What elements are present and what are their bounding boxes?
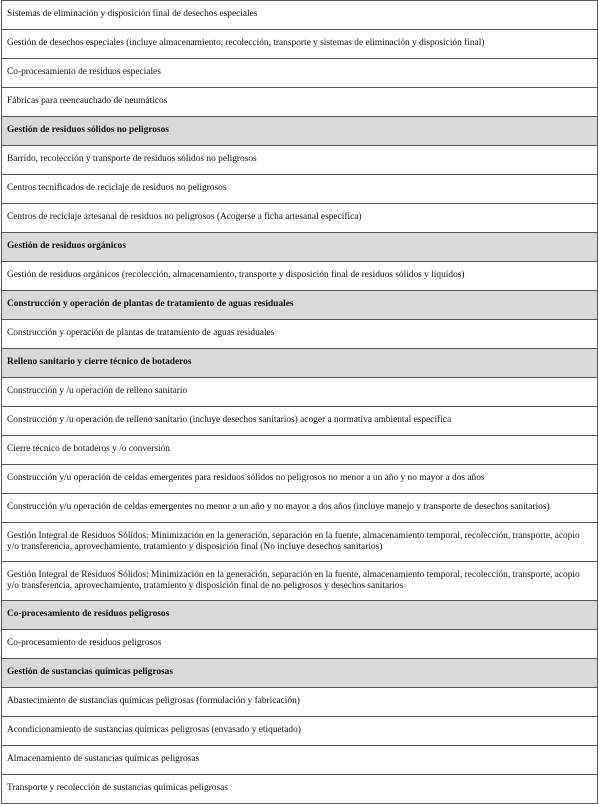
table-row — [2, 523, 598, 562]
activity-cell: Acondicionamiento de sustancias químicas peligrosas (envasado y etiquetado) — [2, 717, 598, 746]
table-row — [2, 775, 598, 804]
activity-cell: Co-procesamiento de residuos peligrosos — [2, 630, 598, 659]
table-row — [2, 717, 598, 746]
activity-cell: Co-procesamiento de residuos especiales — [2, 59, 598, 88]
table-row — [2, 146, 598, 175]
activity-cell: Sistemas de eliminación y disposición final de desechos especiales — [2, 1, 598, 30]
section-header-row — [2, 117, 598, 146]
section-header-row — [2, 233, 598, 262]
table-row — [2, 630, 598, 659]
table-row — [2, 494, 598, 523]
table-row — [2, 465, 598, 494]
table-row — [2, 562, 598, 601]
table-row — [2, 59, 598, 88]
section-header-cell: Relleno sanitario y cierre técnico de botaderos — [2, 349, 598, 378]
activity-cell: Barrido, recolección y transporte de residuos sólidos no peligrosos — [2, 146, 598, 175]
activity-cell: Construcción y/u operación de celdas emergentes no menor a un año y no mayor a dos años (incluye manejo y transporte de desechos sanitarios) — [2, 494, 598, 523]
activity-cell: Gestión Integral de Residuos Sólidos: Minimización en la generación, separación en la fuente, almacenamiento temporal, recolección, transporte, acopio y/o transferencia, aprovechamiento, tratamiento y disposición final de no peligrosos y desechos sanitarios — [2, 562, 598, 601]
activity-cell: Construcción y/u operación de celdas emergentes para residuos sólidos no peligrosos no menor a un año y no mayor a dos años — [2, 465, 598, 494]
activity-cell: Fábricas para reencauchado de neumáticos — [2, 88, 598, 117]
table-row — [2, 30, 598, 59]
section-header-cell: Co-procesamiento de residuos peligrosos — [2, 601, 598, 630]
activity-table-body — [2, 1, 598, 804]
table-row — [2, 746, 598, 775]
activity-cell: Gestión de desechos especiales (incluye almacenamiento, recolección, transporte y sistemas de eliminación y disposición final) — [2, 30, 598, 59]
activity-cell: Abastecimiento de sustancias químicas peligrosas (formulación y fabricación) — [2, 688, 598, 717]
section-header-cell: Construcción y operación de plantas de tratamiento de aguas residuales — [2, 291, 598, 320]
section-header-cell: Gestión de residuos sólidos no peligrosos — [2, 117, 598, 146]
activity-cell: Almacenamiento de sustancias químicas peligrosas — [2, 746, 598, 775]
section-header-cell: Gestión de sustancias químicas peligrosas — [2, 659, 598, 688]
activity-cell: Cierre técnico de botaderos y /o conversión — [2, 436, 598, 465]
activity-cell: Transporte y recolección de sustancias químicas peligrosas — [2, 775, 598, 804]
section-header-row — [2, 349, 598, 378]
activity-cell: Gestión Integral de Residuos Sólidos: Minimización en la generación, separación en la fuente, almacenamiento temporal, recolección, transporte, acopio y/o transferencia, aprovechamiento, tratamiento y disposición final (No incluye desechos sanitarios) — [2, 523, 598, 562]
activity-cell: Construcción y /u operación de relleno sanitario (incluye desechos sanitarios) acoger a normativa ambiental específica — [2, 407, 598, 436]
activity-table — [1, 0, 598, 804]
table-row — [2, 378, 598, 407]
table-row — [2, 262, 598, 291]
activity-cell: Centros de reciclaje artesanal de residuos no peligrosos (Acogerse a ficha artesanal específica) — [2, 204, 598, 233]
section-header-row — [2, 659, 598, 688]
activity-cell: Centros tecnificados de reciclaje de residuos no peligrosos — [2, 175, 598, 204]
table-row — [2, 688, 598, 717]
table-row — [2, 204, 598, 233]
table-row — [2, 320, 598, 349]
table-row — [2, 407, 598, 436]
activity-cell: Gestión de residuos orgánicos (recolección, almacenamiento, transporte y disposición final de residuos sólidos y líquidos) — [2, 262, 598, 291]
section-header-row — [2, 291, 598, 320]
section-header-cell: Gestión de residuos orgánicos — [2, 233, 598, 262]
table-row — [2, 88, 598, 117]
activity-cell: Construcción y operación de plantas de tratamiento de aguas residuales — [2, 320, 598, 349]
table-row — [2, 436, 598, 465]
table-row — [2, 1, 598, 30]
activity-cell: Construcción y /u operación de relleno sanitario — [2, 378, 598, 407]
table-row — [2, 175, 598, 204]
section-header-row — [2, 601, 598, 630]
